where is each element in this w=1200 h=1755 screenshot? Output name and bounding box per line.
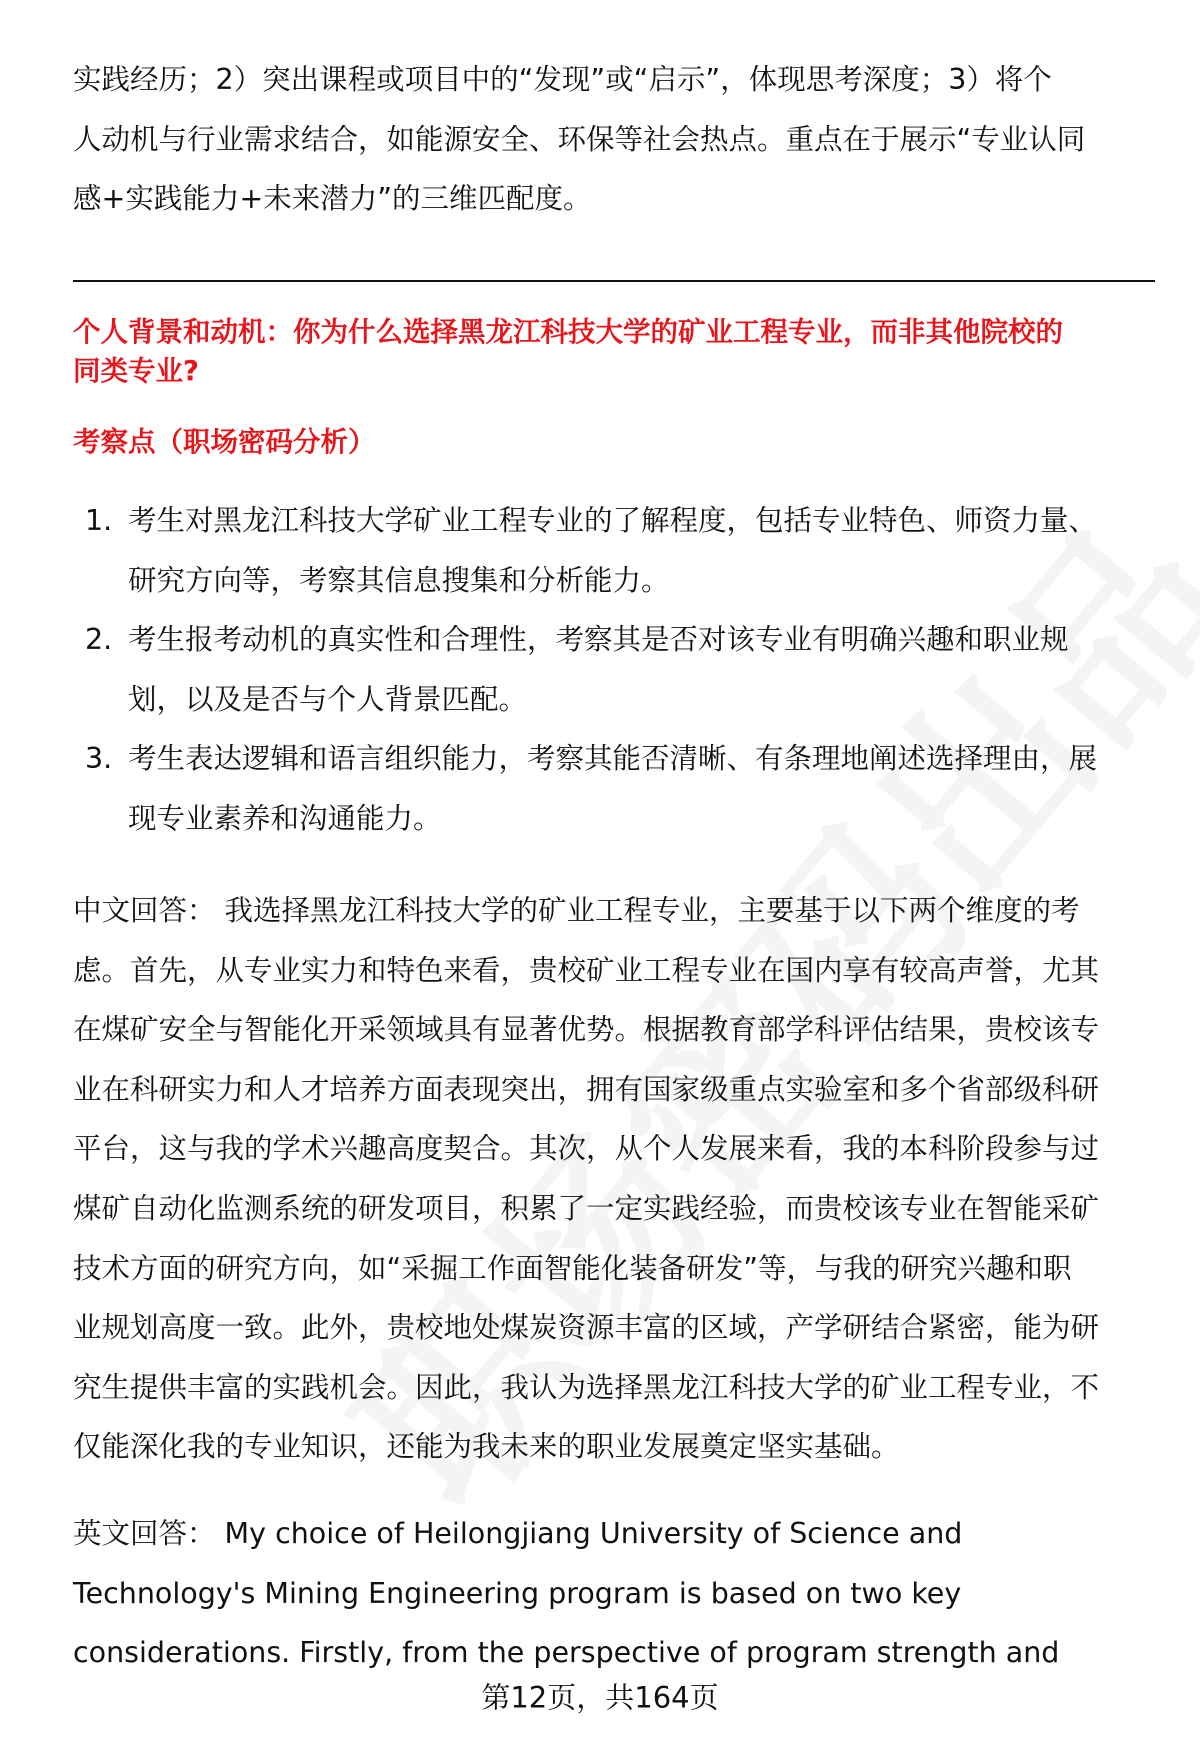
list-item-line: 划，以及是否与个人背景匹配。 [128,682,528,716]
chinese-answer-line: 业在科研实力和人才培养方面表现突出，拥有国家级重点实验室和多个省部级科研 [73,1072,1100,1106]
list-item-line: 研究方向等，考察其信息搜集和分析能力。 [128,563,670,597]
chinese-answer-line: 虑。首先，从专业实力和特色来看，贵校矿业工程专业在国内享有较高声誉，尤其 [73,953,1100,987]
english-answer-line: considerations. Firstly, from the perspective of program strength and [73,1636,1060,1670]
chinese-answer-line: 技术方面的研究方向，如“采掘工作面智能化装备研发”等，与我的研究兴趣和职 [73,1251,1072,1285]
chinese-answer-line: 仅能深化我的专业知识，还能为我未来的职业发展奠定坚实基础。 [73,1430,900,1464]
chinese-answer-line: 中文回答： 我选择黑龙江科技大学的矿业工程专业，主要基于以下两个维度的考 [73,894,1080,927]
chinese-answer-line: 煤矿自动化监测系统的研发项目，积累了一定实践经验，而贵校该专业在智能采矿 [73,1192,1100,1225]
section-title: 考察点（职场密码分析） [73,426,376,458]
list-number: 2. [85,623,113,657]
chinese-answer-line: 平台，这与我的学术兴趣高度契合。其次，从个人发展来看，我的本科阶段参与过 [73,1132,1100,1166]
english-answer-line: Technology's Mining Engineering program is based on two key [73,1576,962,1610]
list-item-line: 考生对黑龙江科技大学矿业工程专业的了解程度，包括专业特色、师资力量、 [128,504,1098,537]
intro-text-line: 人动机与行业需求结合，如能源安全、环保等社会热点。重点在于展示“专业认同 [73,122,1086,156]
page-footer: 第12页，共164页 [481,1680,719,1715]
list-item-line: 考生报考动机的真实性和合理性，考察其是否对该专业有明确兴趣和职业规 [128,623,1069,657]
list-number: 1. [85,504,113,537]
list-item-line: 考生表达逻辑和语言组织能力，考察其能否清晰、有条理地阐述选择理由，展 [128,742,1098,776]
list-item-line: 现专业素养和沟通能力。 [128,802,442,835]
intro-text-line: 感+实践能力+未来潜力”的三维匹配度。 [73,182,592,216]
english-answer-line: 英文回答： My choice of Heilongjiang University of Science and [73,1517,963,1550]
intro-text-line: 实践经历；2）突出课程或项目中的“发现”或“启示”，体现思考深度；3）将个 [73,63,1052,96]
section-divider [73,280,1155,282]
list-number: 3. [85,742,113,776]
chinese-answer-line: 究生提供丰富的实践机会。因此，我认为选择黑龙江科技大学的矿业工程专业，不 [73,1370,1100,1404]
question-heading-line: 个人背景和动机：你为什么选择黑龙江科技大学的矿业工程专业，而非其他院校的 [73,316,1063,348]
chinese-answer-line: 在煤矿安全与智能化开采领域具有显著优势。根据教育部学科评估结果，贵校该专 [73,1013,1100,1047]
question-heading-line: 同类专业? [73,355,199,387]
chinese-answer-line: 业规划高度一致。此外，贵校地处煤炭资源丰富的区域，产学研结合紧密，能为研 [73,1311,1100,1345]
